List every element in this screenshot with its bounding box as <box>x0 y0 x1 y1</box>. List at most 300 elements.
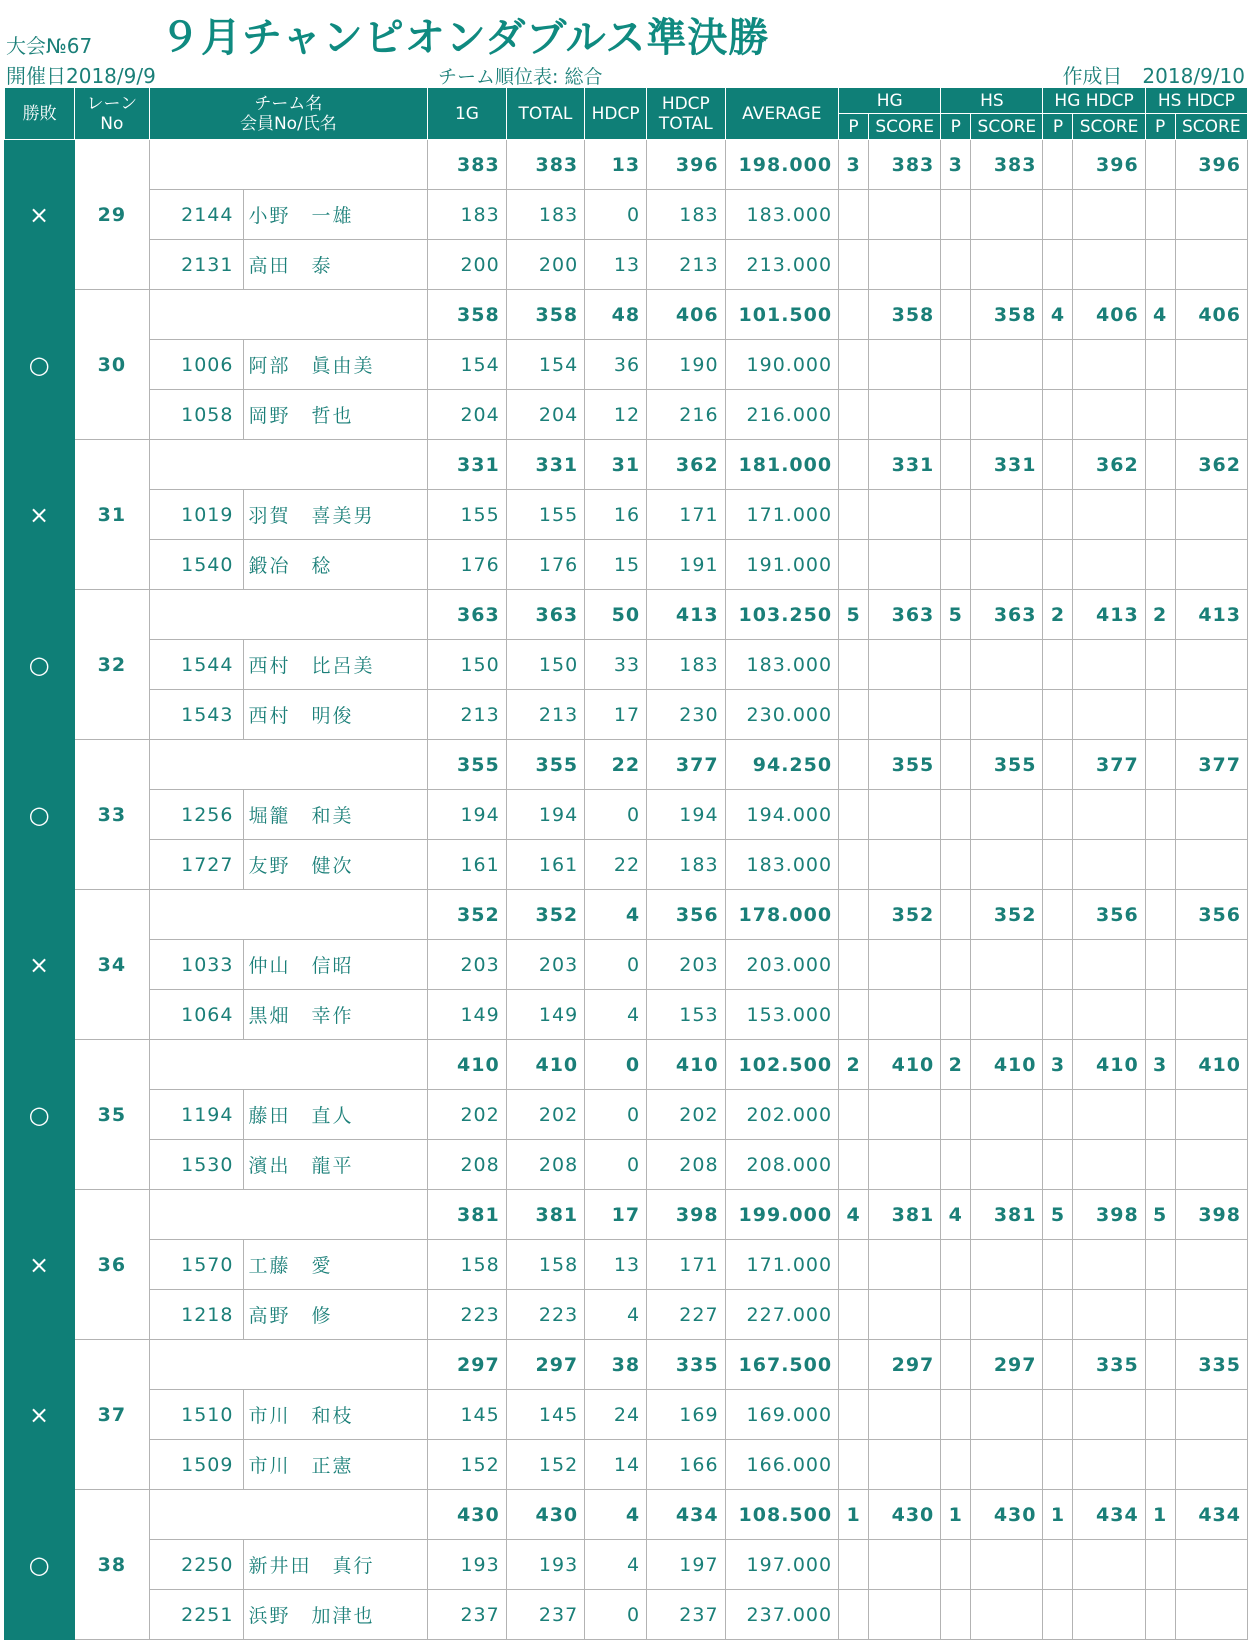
member-row <box>5 990 1248 1040</box>
hg-score: 358 <box>869 290 941 340</box>
team-name <box>149 890 428 940</box>
member-hdcp: 14 <box>585 1440 647 1490</box>
member-name: 工藤 愛 <box>244 1240 428 1290</box>
result-mark: ○ <box>5 740 75 890</box>
team-1g: 430 <box>428 1490 506 1540</box>
empty-cell <box>1175 1390 1247 1440</box>
member-row <box>5 790 1248 840</box>
col-lane-line2: No <box>100 113 124 134</box>
member-hdcp-total: 191 <box>647 540 725 590</box>
member-row <box>5 840 1248 890</box>
member-number: 1019 <box>149 490 244 540</box>
member-1g: 149 <box>428 990 506 1040</box>
empty-cell <box>1175 640 1247 690</box>
empty-cell <box>941 490 971 540</box>
member-total: 161 <box>506 840 584 890</box>
team-1g: 297 <box>428 1340 506 1390</box>
member-hdcp-total: 203 <box>647 940 725 990</box>
team-1g: 363 <box>428 590 506 640</box>
empty-cell <box>839 340 869 390</box>
hs-hdcp-score: 377 <box>1175 740 1247 790</box>
member-hdcp-total: 171 <box>647 490 725 540</box>
hs-hdcp-place <box>1145 1340 1175 1390</box>
team-hdcp-total: 398 <box>647 1190 725 1240</box>
empty-cell <box>1073 540 1145 590</box>
empty-cell <box>869 1540 941 1590</box>
empty-cell <box>839 940 869 990</box>
empty-cell <box>1175 1090 1247 1140</box>
member-hdcp-total: 190 <box>647 340 725 390</box>
member-average: 183.000 <box>725 640 839 690</box>
empty-cell <box>971 1090 1043 1140</box>
empty-cell <box>1175 1540 1247 1590</box>
team-average: 199.000 <box>725 1190 839 1240</box>
empty-cell <box>1175 390 1247 440</box>
member-total: 149 <box>506 990 584 1040</box>
member-total: 145 <box>506 1390 584 1440</box>
team-hdcp: 17 <box>585 1190 647 1240</box>
hg-score: 381 <box>869 1190 941 1240</box>
lane-number: 29 <box>75 140 149 290</box>
empty-cell <box>1073 840 1145 890</box>
result-mark: × <box>5 890 75 1040</box>
empty-cell <box>839 1090 869 1140</box>
member-hdcp-total: 171 <box>647 1240 725 1290</box>
team-average: 181.000 <box>725 440 839 490</box>
member-row <box>5 390 1248 440</box>
empty-cell <box>1073 790 1145 840</box>
team-hdcp: 0 <box>585 1040 647 1090</box>
empty-cell <box>1145 1090 1175 1140</box>
member-1g: 203 <box>428 940 506 990</box>
empty-cell <box>869 340 941 390</box>
col-hdcp-total-line1: HDCP <box>661 93 710 114</box>
empty-cell <box>1145 1290 1175 1340</box>
member-number: 1530 <box>149 1140 244 1190</box>
team-hdcp-total: 356 <box>647 890 725 940</box>
member-hdcp: 13 <box>585 240 647 290</box>
empty-cell <box>869 1140 941 1190</box>
result-mark: ○ <box>5 1490 75 1640</box>
hg-hdcp-place: 2 <box>1043 590 1073 640</box>
empty-cell <box>839 490 869 540</box>
hs-hdcp-score: 413 <box>1175 590 1247 640</box>
result-mark: × <box>5 440 75 590</box>
empty-cell <box>1043 490 1073 540</box>
empty-cell <box>839 1590 869 1640</box>
member-1g: 176 <box>428 540 506 590</box>
empty-cell <box>1175 1290 1247 1340</box>
empty-cell <box>1043 1390 1073 1440</box>
member-hdcp-total: 183 <box>647 190 725 240</box>
team-1g: 355 <box>428 740 506 790</box>
team-row <box>5 740 1248 790</box>
member-number: 1543 <box>149 690 244 740</box>
member-average: 183.000 <box>725 840 839 890</box>
empty-cell <box>941 540 971 590</box>
empty-cell <box>839 990 869 1040</box>
hs-hdcp-place: 4 <box>1145 290 1175 340</box>
team-total: 430 <box>506 1490 584 1540</box>
hs-score: 383 <box>971 140 1043 190</box>
team-row <box>5 1490 1248 1540</box>
empty-cell <box>869 1590 941 1640</box>
member-hdcp: 0 <box>585 790 647 840</box>
empty-cell <box>941 1290 971 1340</box>
team-name <box>149 290 428 340</box>
empty-cell <box>1145 1240 1175 1290</box>
hs-place <box>941 1340 971 1390</box>
empty-cell <box>971 790 1043 840</box>
empty-cell <box>941 1390 971 1440</box>
team-hdcp: 22 <box>585 740 647 790</box>
member-total: 200 <box>506 240 584 290</box>
empty-cell <box>1175 190 1247 240</box>
col-hdcp: HDCP <box>585 88 647 140</box>
team-row <box>5 440 1248 490</box>
empty-cell <box>1145 1140 1175 1190</box>
ranking-table-label: チーム順位表: 総合 <box>438 66 603 88</box>
hg-place: 4 <box>839 1190 869 1240</box>
empty-cell <box>839 840 869 890</box>
empty-cell <box>869 1440 941 1490</box>
team-1g: 352 <box>428 890 506 940</box>
empty-cell <box>869 1090 941 1140</box>
member-hdcp: 4 <box>585 1290 647 1340</box>
team-name <box>149 1040 428 1090</box>
member-number: 2144 <box>149 190 244 240</box>
member-hdcp-total: 202 <box>647 1090 725 1140</box>
empty-cell <box>971 1140 1043 1190</box>
empty-cell <box>971 190 1043 240</box>
team-row <box>5 590 1248 640</box>
empty-cell <box>1145 390 1175 440</box>
empty-cell <box>971 990 1043 1040</box>
empty-cell <box>1175 1140 1247 1190</box>
member-row <box>5 1390 1248 1440</box>
member-row <box>5 340 1248 390</box>
empty-cell <box>1175 790 1247 840</box>
member-1g: 152 <box>428 1440 506 1490</box>
hg-hdcp-place <box>1043 740 1073 790</box>
member-row <box>5 490 1248 540</box>
team-hdcp: 38 <box>585 1340 647 1390</box>
member-hdcp: 12 <box>585 390 647 440</box>
empty-cell <box>839 390 869 440</box>
col-team-line2: 会員No/氏名 <box>239 113 337 134</box>
member-number: 1064 <box>149 990 244 1040</box>
member-number: 1218 <box>149 1290 244 1340</box>
empty-cell <box>839 540 869 590</box>
member-average: 203.000 <box>725 940 839 990</box>
member-hdcp: 0 <box>585 940 647 990</box>
member-average: 169.000 <box>725 1390 839 1440</box>
empty-cell <box>1043 1440 1073 1490</box>
hs-hdcp-place <box>1145 890 1175 940</box>
member-name: 高野 修 <box>244 1290 428 1340</box>
member-hdcp: 36 <box>585 340 647 390</box>
member-hdcp-total: 183 <box>647 640 725 690</box>
hg-hdcp-score: 356 <box>1073 890 1145 940</box>
member-1g: 223 <box>428 1290 506 1340</box>
empty-cell <box>1073 240 1145 290</box>
hs-hdcp-score: 362 <box>1175 440 1247 490</box>
empty-cell <box>941 640 971 690</box>
member-name: 小野 一雄 <box>244 190 428 240</box>
member-number: 2251 <box>149 1590 244 1640</box>
member-average: 171.000 <box>725 1240 839 1290</box>
member-hdcp-total: 166 <box>647 1440 725 1490</box>
member-hdcp-total: 194 <box>647 790 725 840</box>
member-number: 1256 <box>149 790 244 840</box>
member-1g: 202 <box>428 1090 506 1140</box>
member-name: 友野 健次 <box>244 840 428 890</box>
member-1g: 155 <box>428 490 506 540</box>
empty-cell <box>1175 840 1247 890</box>
lane-number: 31 <box>75 440 149 590</box>
member-row <box>5 190 1248 240</box>
empty-cell <box>1043 1240 1073 1290</box>
member-total: 154 <box>506 340 584 390</box>
member-total: 237 <box>506 1590 584 1640</box>
team-name <box>149 440 428 490</box>
team-total: 381 <box>506 1190 584 1240</box>
hs-place <box>941 890 971 940</box>
hs-hdcp-score: 335 <box>1175 1340 1247 1390</box>
team-average: 198.000 <box>725 140 839 190</box>
empty-cell <box>941 690 971 740</box>
team-name <box>149 590 428 640</box>
member-hdcp-total: 237 <box>647 1590 725 1640</box>
member-name: 濱出 龍平 <box>244 1140 428 1190</box>
empty-cell <box>941 340 971 390</box>
team-average: 108.500 <box>725 1490 839 1540</box>
empty-cell <box>1073 640 1145 690</box>
hg-score: 410 <box>869 1040 941 1090</box>
empty-cell <box>1043 190 1073 240</box>
member-name: 堀籠 和美 <box>244 790 428 840</box>
member-total: 194 <box>506 790 584 840</box>
hs-hdcp-place: 2 <box>1145 590 1175 640</box>
empty-cell <box>1145 1440 1175 1490</box>
hg-score: 355 <box>869 740 941 790</box>
team-total: 297 <box>506 1340 584 1390</box>
hg-hdcp-score: 396 <box>1073 140 1145 190</box>
hg-hdcp-place: 1 <box>1043 1490 1073 1540</box>
empty-cell <box>1043 940 1073 990</box>
team-average: 167.500 <box>725 1340 839 1390</box>
team-hdcp-total: 410 <box>647 1040 725 1090</box>
col-hg-hdcp: HG HDCP <box>1043 88 1145 114</box>
hs-score: 381 <box>971 1190 1043 1240</box>
empty-cell <box>1145 940 1175 990</box>
team-total: 358 <box>506 290 584 340</box>
empty-cell <box>1043 1090 1073 1140</box>
empty-cell <box>1043 990 1073 1040</box>
empty-cell <box>1073 1590 1145 1640</box>
col-total: TOTAL <box>506 88 584 140</box>
empty-cell <box>1145 1590 1175 1640</box>
team-hdcp-total: 413 <box>647 590 725 640</box>
empty-cell <box>1175 540 1247 590</box>
empty-cell <box>971 240 1043 290</box>
member-total: 223 <box>506 1290 584 1340</box>
member-1g: 213 <box>428 690 506 740</box>
hg-place <box>839 290 869 340</box>
empty-cell <box>839 1540 869 1590</box>
empty-cell <box>1145 1390 1175 1440</box>
empty-cell <box>1073 1540 1145 1590</box>
hg-hdcp-place: 5 <box>1043 1190 1073 1240</box>
hg-hdcp-score: 377 <box>1073 740 1145 790</box>
empty-cell <box>1043 540 1073 590</box>
hs-place: 1 <box>941 1490 971 1540</box>
col-team <box>149 88 428 140</box>
hs-hdcp-place <box>1145 740 1175 790</box>
col-hs-score: SCORE <box>971 114 1043 140</box>
hs-hdcp-place: 5 <box>1145 1190 1175 1240</box>
col-hg-score: SCORE <box>869 114 941 140</box>
result-mark: × <box>5 140 75 290</box>
empty-cell <box>869 1290 941 1340</box>
team-hdcp: 50 <box>585 590 647 640</box>
empty-cell <box>971 390 1043 440</box>
empty-cell <box>1175 1590 1247 1640</box>
hg-score: 383 <box>869 140 941 190</box>
empty-cell <box>1145 240 1175 290</box>
empty-cell <box>941 1240 971 1290</box>
member-total: 204 <box>506 390 584 440</box>
member-hdcp: 15 <box>585 540 647 590</box>
empty-cell <box>941 1590 971 1640</box>
member-average: 183.000 <box>725 190 839 240</box>
empty-cell <box>971 1290 1043 1340</box>
member-number: 1510 <box>149 1390 244 1440</box>
team-hdcp: 4 <box>585 1490 647 1540</box>
member-hdcp: 13 <box>585 1240 647 1290</box>
lane-number: 37 <box>75 1340 149 1490</box>
empty-cell <box>1073 490 1145 540</box>
empty-cell <box>839 690 869 740</box>
member-number: 1509 <box>149 1440 244 1490</box>
empty-cell <box>1145 790 1175 840</box>
team-average: 103.250 <box>725 590 839 640</box>
member-number: 1194 <box>149 1090 244 1140</box>
empty-cell <box>839 1290 869 1340</box>
empty-cell <box>1145 490 1175 540</box>
col-hdcp-total <box>647 88 725 140</box>
empty-cell <box>869 840 941 890</box>
col-team-line1: チーム名 <box>254 93 323 114</box>
hg-hdcp-score: 362 <box>1073 440 1145 490</box>
empty-cell <box>839 1440 869 1490</box>
member-name: 鍛冶 稔 <box>244 540 428 590</box>
member-average: 208.000 <box>725 1140 839 1190</box>
member-row <box>5 1090 1248 1140</box>
member-row <box>5 540 1248 590</box>
team-total: 383 <box>506 140 584 190</box>
member-number: 1727 <box>149 840 244 890</box>
member-total: 155 <box>506 490 584 540</box>
empty-cell <box>971 540 1043 590</box>
member-hdcp: 0 <box>585 1140 647 1190</box>
empty-cell <box>1145 690 1175 740</box>
team-1g: 331 <box>428 440 506 490</box>
page-title: ９月チャンピオンダブルス準決勝 <box>160 15 770 61</box>
hs-hdcp-place <box>1145 140 1175 190</box>
hs-place <box>941 440 971 490</box>
empty-cell <box>941 190 971 240</box>
member-name: 高田 泰 <box>244 240 428 290</box>
empty-cell <box>839 1140 869 1190</box>
col-lane <box>75 88 149 140</box>
member-total: 213 <box>506 690 584 740</box>
empty-cell <box>1043 1290 1073 1340</box>
member-average: 190.000 <box>725 340 839 390</box>
member-hdcp: 0 <box>585 1090 647 1140</box>
member-name: 浜野 加津也 <box>244 1590 428 1640</box>
lane-number: 38 <box>75 1490 149 1640</box>
member-hdcp: 17 <box>585 690 647 740</box>
lane-number: 36 <box>75 1190 149 1340</box>
empty-cell <box>941 790 971 840</box>
member-number: 2131 <box>149 240 244 290</box>
lane-number: 35 <box>75 1040 149 1190</box>
member-total: 202 <box>506 1090 584 1140</box>
empty-cell <box>1073 1140 1145 1190</box>
hg-hdcp-score: 410 <box>1073 1040 1145 1090</box>
hg-place <box>839 740 869 790</box>
hs-score: 363 <box>971 590 1043 640</box>
empty-cell <box>1145 640 1175 690</box>
empty-cell <box>869 640 941 690</box>
team-hdcp: 31 <box>585 440 647 490</box>
empty-cell <box>869 990 941 1040</box>
hs-place: 5 <box>941 590 971 640</box>
member-1g: 200 <box>428 240 506 290</box>
col-hs: HS <box>941 88 1043 114</box>
empty-cell <box>839 790 869 840</box>
member-hdcp: 0 <box>585 190 647 240</box>
empty-cell <box>1175 240 1247 290</box>
col-hg-hdcp-score: SCORE <box>1073 114 1145 140</box>
hg-place <box>839 1340 869 1390</box>
col-hs-p: P <box>941 114 971 140</box>
empty-cell <box>1073 1090 1145 1140</box>
hs-hdcp-place <box>1145 440 1175 490</box>
empty-cell <box>1043 640 1073 690</box>
empty-cell <box>869 540 941 590</box>
empty-cell <box>971 1540 1043 1590</box>
member-total: 183 <box>506 190 584 240</box>
hs-place: 4 <box>941 1190 971 1240</box>
empty-cell <box>1043 340 1073 390</box>
member-hdcp-total: 213 <box>647 240 725 290</box>
lane-number: 32 <box>75 590 149 740</box>
empty-cell <box>941 1140 971 1190</box>
member-name: 西村 明俊 <box>244 690 428 740</box>
member-1g: 158 <box>428 1240 506 1290</box>
empty-cell <box>941 990 971 1040</box>
member-average: 202.000 <box>725 1090 839 1140</box>
empty-cell <box>1043 390 1073 440</box>
hg-place: 2 <box>839 1040 869 1090</box>
member-row <box>5 690 1248 740</box>
member-average: 194.000 <box>725 790 839 840</box>
team-1g: 410 <box>428 1040 506 1090</box>
hg-score: 297 <box>869 1340 941 1390</box>
hs-place: 2 <box>941 1040 971 1090</box>
